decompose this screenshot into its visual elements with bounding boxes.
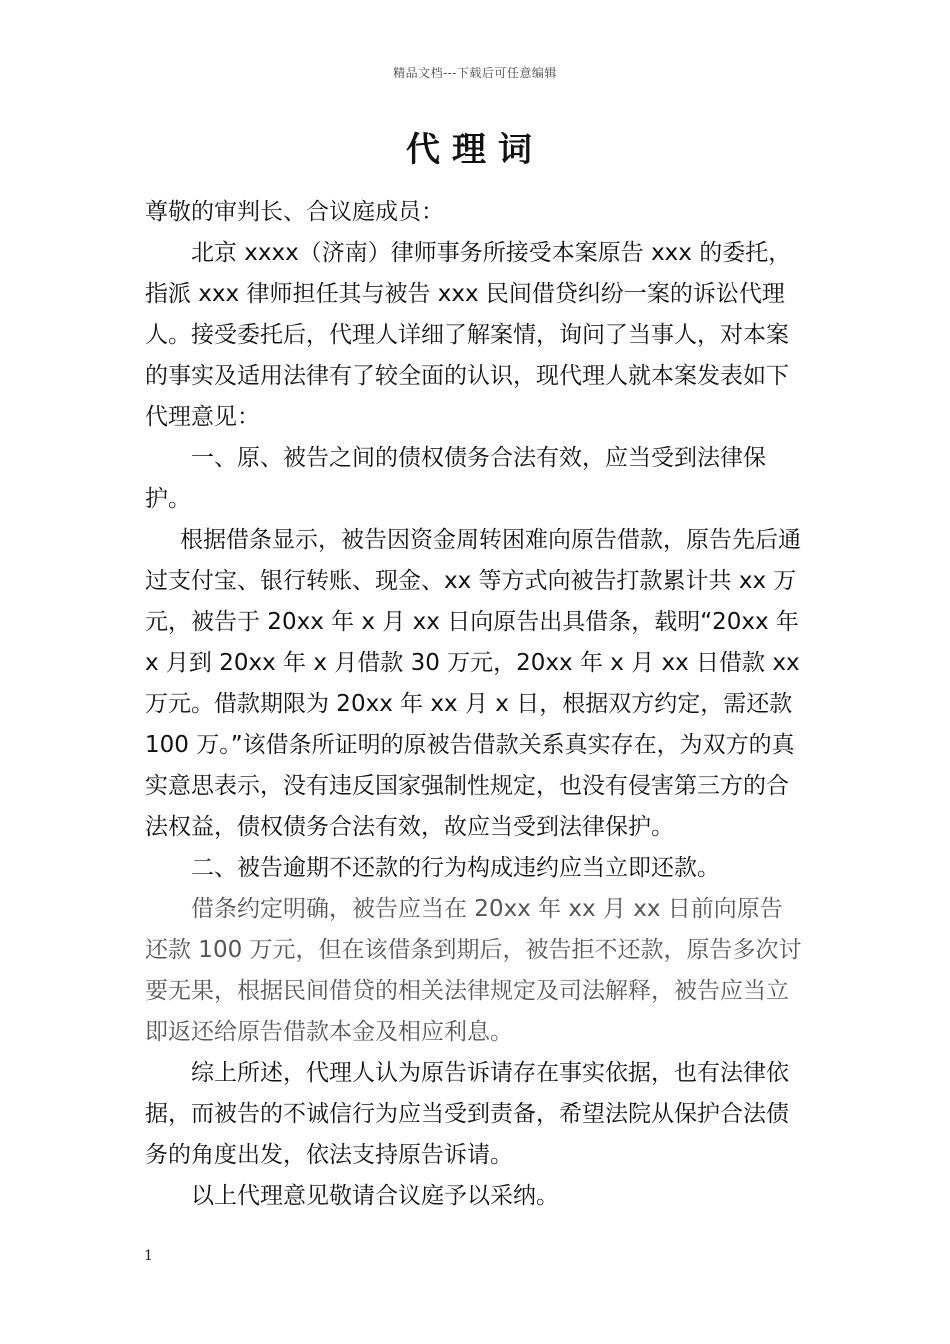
paragraph-conclusion: 综上所述，代理人认为原告诉请存在事实依据，也有法律依据，而被告的不诚信行为应当受到责备，希望法院从保护合法债务的角度出发，依法支持原告诉请。 xyxy=(145,1060,789,1168)
document-title: 代理词 xyxy=(406,130,544,170)
salutation: 尊敬的审判长、合议庭成员： xyxy=(145,199,444,225)
paragraph-closing: 以上代理意见敬请合议庭予以采纳。 xyxy=(191,1183,559,1209)
paragraph-point-two: 借条约定明确，被告应当在 20xx 年 xx 月 xx 日前向原告还款 100 万元，但在该借条到期后，被告拒不还款，原告多次讨要无果，根据民间借贷的相关法律规定及司法解释，被告应当立即返还给原告借款本金及相应利息。 xyxy=(145,896,802,1045)
page-number: 1 xyxy=(144,1248,153,1264)
heading-point-two: 二、被告逾期不还款的行为构成违约应当立即还款。 xyxy=(191,855,720,881)
heading-point-one: 一、原、被告之间的债权债务合法有效，应当受到法律保护。 xyxy=(145,445,766,512)
paragraph-point-one: 根据借条显示，被告因资金周转困难向原告借款，原告先后通过支付宝、银行转账、现金、xx 等方式向被告打款累计共 xx 万元，被告于 20xx 年 x 月 xx 日向原告出具借条，载明“20xx 年 x 月到 20xx 年 x 月借款 30 万元，20xx 年 x 月 xx 日借款 xx 万元。借款期限为 20xx 年 xx 月 x 日，根据双方约定，需还款 100 万。”该借条所证明的原被告借款关系真实存在，为双方的真实意思表示，没有违反国家强制性规定，也没有侵害第三方的合法权益，债权债务合法有效，故应当受到法律保护。 xyxy=(145,527,801,840)
document-body xyxy=(145,192,805,1217)
paragraph-intro: 北京 xxxx（济南）律师事务所接受本案原告 xxx 的委托，指派 xxx 律师担任其与被告 xxx 民间借贷纠纷一案的诉讼代理人。接受委托后，代理人详细了解案情，询问了当事人，对本案的事实及适用法律有了较全面的认识，现代理人就本案发表如下代理意见： xyxy=(145,240,792,430)
page-header: 精品文档---下载后可任意编辑 xyxy=(393,66,557,80)
